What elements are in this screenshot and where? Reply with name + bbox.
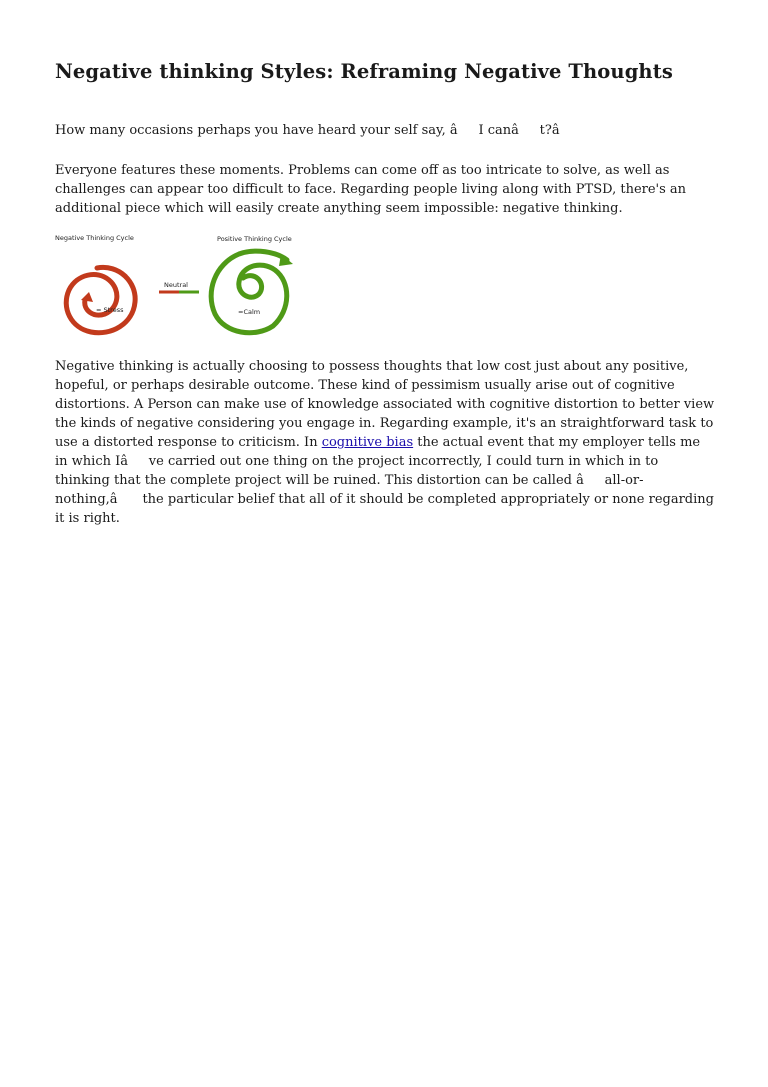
positive-cycle-label: Positive Thinking Cycle	[217, 235, 292, 243]
paragraph-2: Everyone features these moments. Problems can come off as too intricate to solve, as well as challenges can appear too difficult to face. Regarding people living along with PTSD, there's an additional piece which will easily create anything seem impossible: negative thinking.	[55, 163, 687, 216]
page-title: Negative thinking Styles: Reframing Negative Thoughts	[55, 60, 673, 83]
neutral-label: Neutral	[164, 281, 188, 289]
calm-label: =Calm	[238, 308, 261, 316]
cognitive-bias-link[interactable]: cognitive bias	[321, 435, 414, 450]
stress-label: = Stress	[96, 306, 124, 314]
negative-spiral	[66, 267, 135, 332]
positive-arrowhead	[279, 254, 293, 266]
positive-spiral	[211, 251, 287, 333]
negative-cycle-label: Negative Thinking Cycle	[55, 234, 134, 242]
paragraph-3	[55, 357, 715, 528]
paragraph-3-text-before: Negative thinking is actually choosing to possess thoughts that low cost just about any positive, hopeful, or perhaps desirable outcome. These kind of pessimism usually arise out of cognitive distortions. A Person can make use of knowledge associated with cognitive distortion to better view the kinds of negative considering you engage in. Regarding example, it's an straightforward task to use a distorted response to criticism. In	[55, 359, 715, 450]
thinking-cycle-diagram	[55, 230, 315, 342]
paragraph-3-text-after: the actual event that my employer tells me in which Iâve carried out one thing on the project incorrectly, I could turn in which in to thinking that the complete project will be ruined. This distortion can be called âall-or-nothing,â the particular belief that all of it should be completed appropriately or none regarding it is right.	[55, 435, 714, 526]
paragraph-1: How many occasions perhaps you have heard your self say, âI canât?â	[55, 123, 581, 138]
thinking-cycle-figure	[55, 230, 315, 342]
